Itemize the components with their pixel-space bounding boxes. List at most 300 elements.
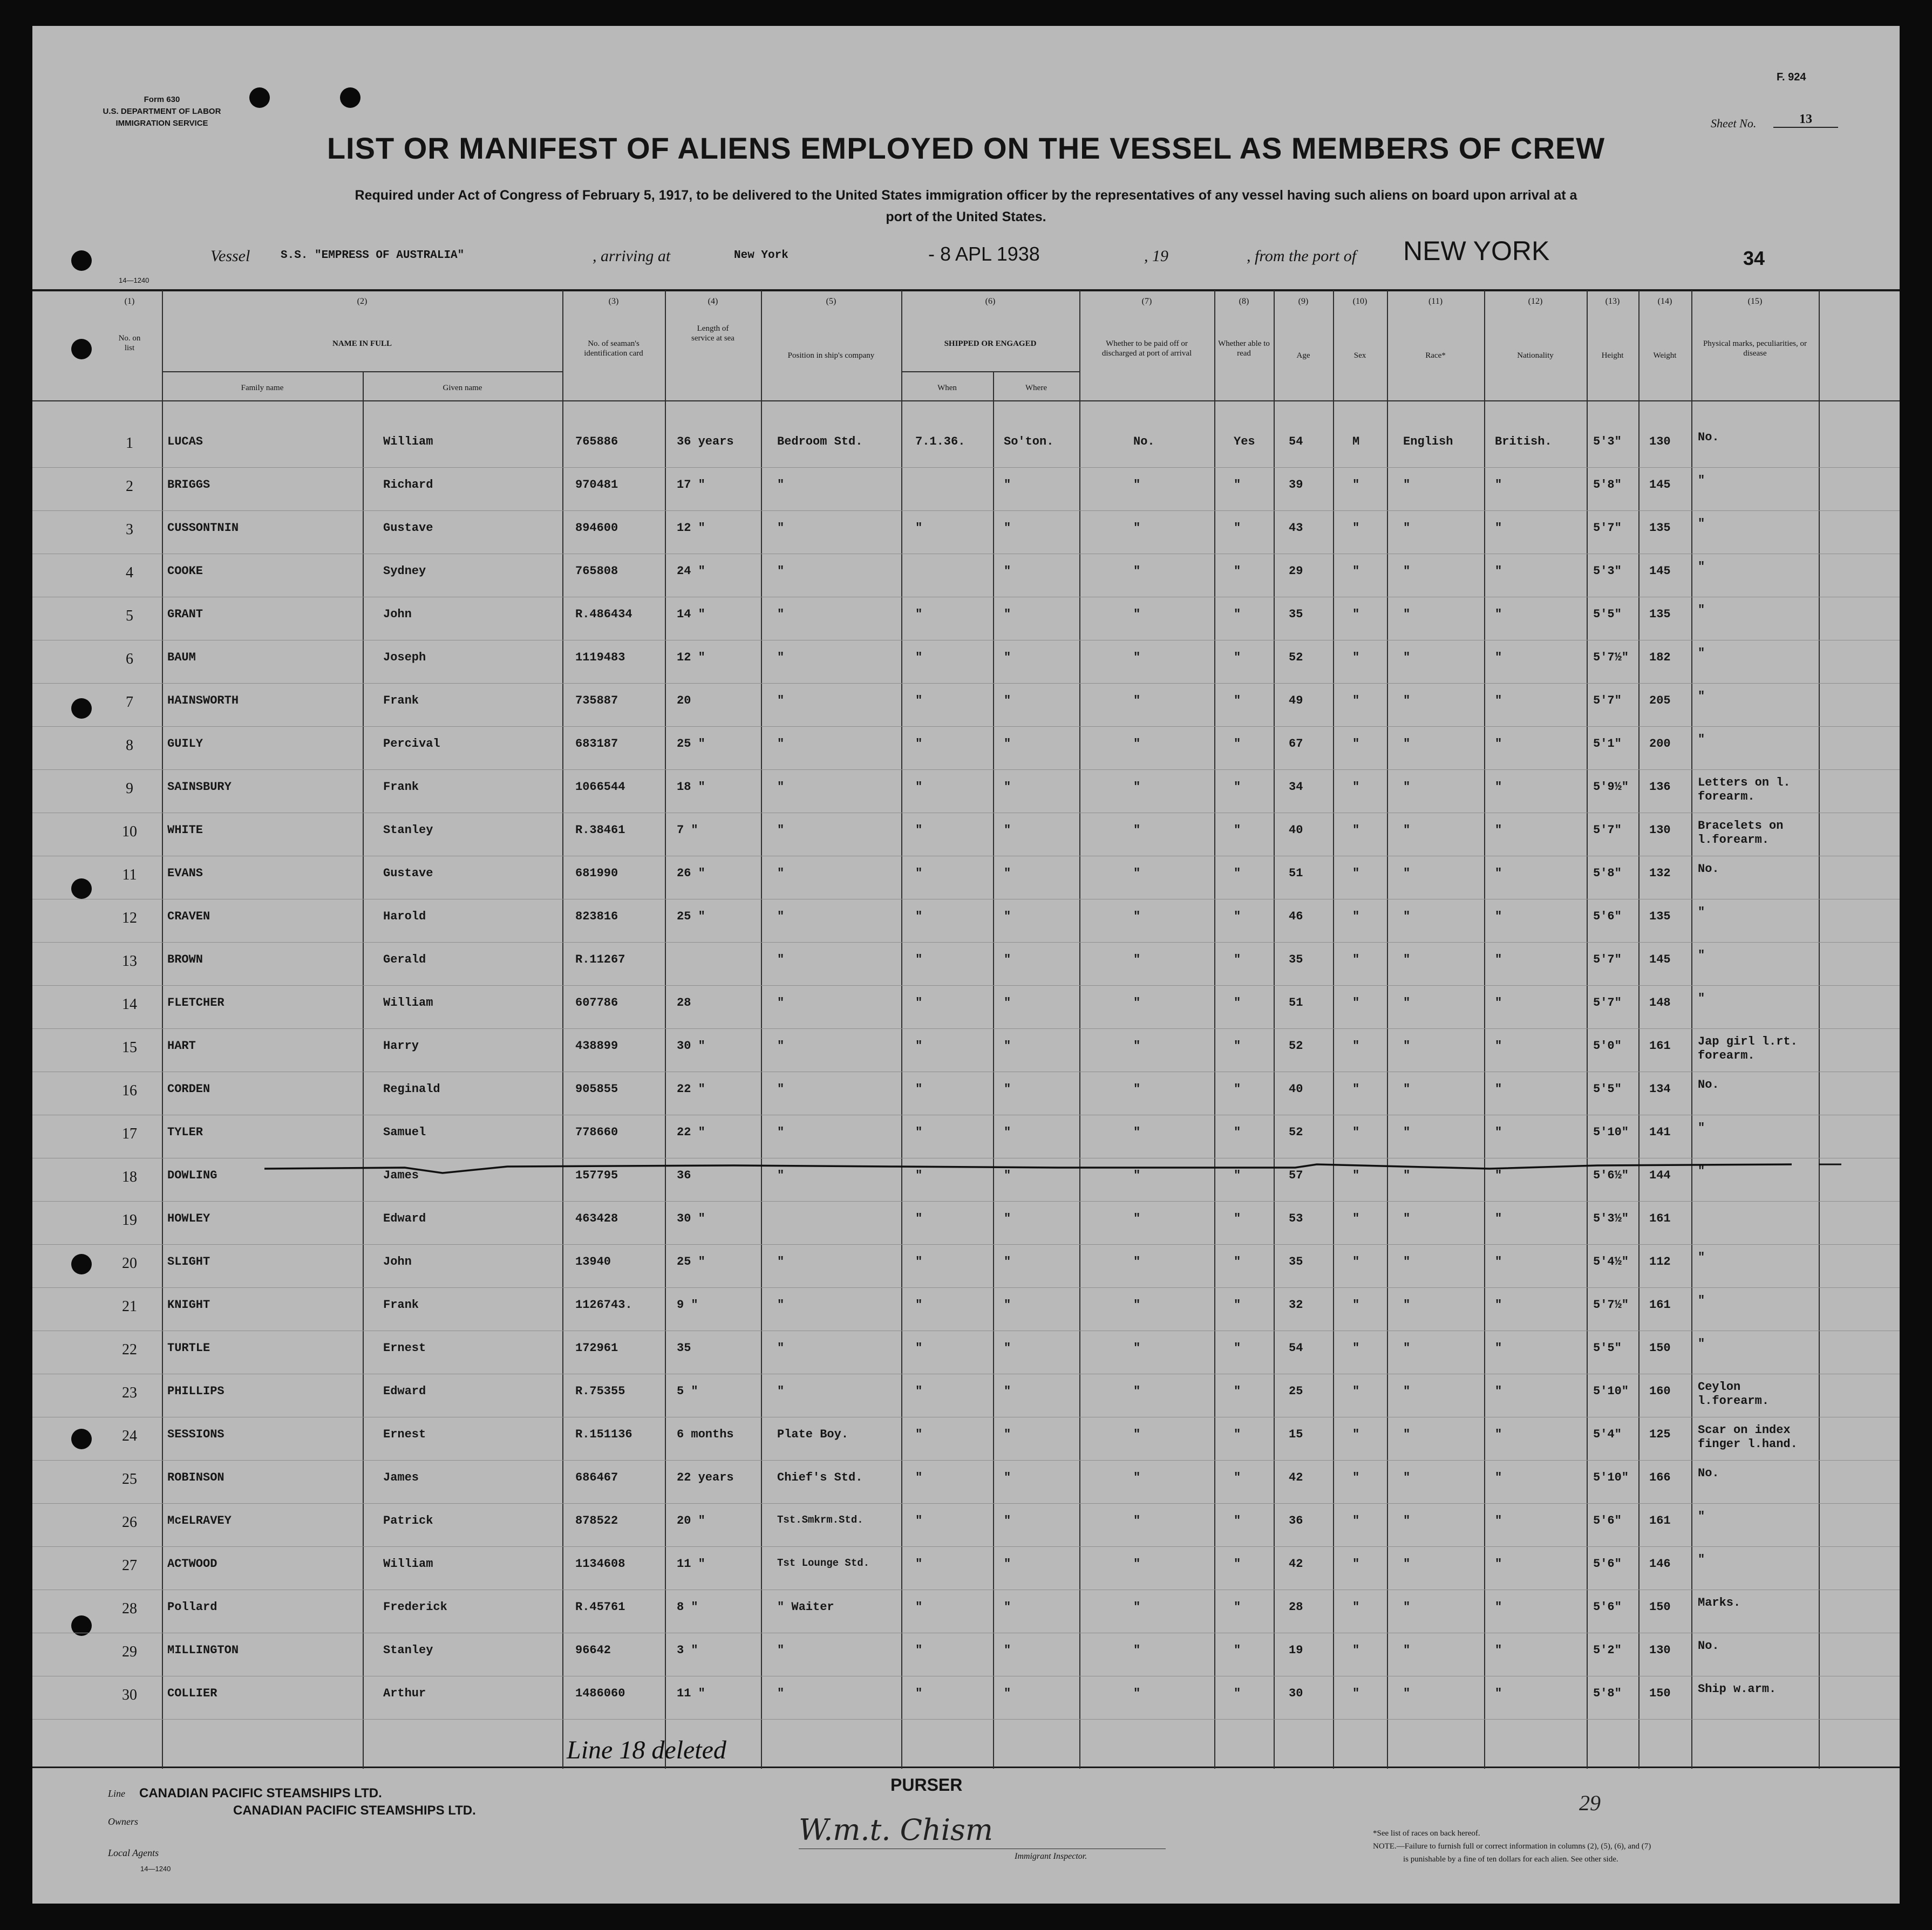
- col-header-weight: Weight: [1653, 351, 1677, 360]
- height-cell: 5'10": [1593, 1385, 1629, 1398]
- col-num-2: (2): [357, 297, 368, 306]
- nationality-cell: ": [1495, 780, 1502, 794]
- col-num-5: (5): [826, 297, 836, 306]
- id-card-cell: 1486060: [575, 1687, 625, 1700]
- row-number-cell: 30: [122, 1687, 137, 1703]
- row-number-cell: 1: [126, 435, 133, 452]
- physical-marks-cell: ": [1698, 1121, 1705, 1135]
- col-header-age: Age: [1296, 351, 1310, 360]
- service-length-cell: 8 ": [677, 1600, 698, 1614]
- family-name-cell: EVANS: [167, 867, 203, 880]
- col-header-name: NAME IN FULL: [332, 339, 392, 348]
- family-name-cell: SAINSBURY: [167, 780, 232, 794]
- able-to-read-cell: ": [1234, 564, 1241, 578]
- given-name-cell: Frank: [383, 1298, 419, 1312]
- service-length-cell: 14 ": [677, 608, 705, 621]
- col-num-11: (11): [1428, 297, 1443, 306]
- given-name-cell: Gustave: [383, 867, 433, 880]
- service-length-cell: 28: [677, 996, 691, 1010]
- height-cell: 5'4": [1593, 1428, 1622, 1441]
- id-card-cell: 735887: [575, 694, 618, 707]
- race-cell: ": [1403, 823, 1411, 837]
- id-card-cell: 1134608: [575, 1557, 625, 1571]
- physical-marks-cell: ": [1698, 1337, 1705, 1351]
- age-cell: 49: [1289, 694, 1303, 707]
- col-header-when: When: [937, 384, 957, 392]
- height-cell: 5'7": [1593, 996, 1622, 1010]
- family-name-cell: CORDEN: [167, 1082, 210, 1096]
- weight-cell: 136: [1649, 780, 1671, 794]
- col-header-read: Whether able to read: [1218, 339, 1270, 358]
- given-name-cell: Percival: [383, 737, 440, 751]
- nationality-cell: British.: [1495, 435, 1552, 448]
- id-card-cell: 878522: [575, 1514, 618, 1527]
- physical-marks-cell: No.: [1698, 1639, 1719, 1653]
- id-card-cell: R.11267: [575, 953, 625, 966]
- nationality-cell: ": [1495, 1428, 1502, 1441]
- sex-cell: M: [1352, 435, 1360, 448]
- family-name-cell: CRAVEN: [167, 910, 210, 923]
- id-card-cell: R.75355: [575, 1385, 625, 1398]
- given-name-cell: John: [383, 608, 412, 621]
- col-header-nationality: Nationality: [1517, 351, 1554, 360]
- given-name-cell: Patrick: [383, 1514, 433, 1527]
- position-cell: Plate Boy.: [777, 1428, 849, 1441]
- height-cell: 5'5": [1593, 1341, 1622, 1355]
- form-code: 14—1240: [119, 276, 149, 284]
- id-card-cell: R.45761: [575, 1600, 625, 1614]
- id-card-cell: 172961: [575, 1341, 618, 1355]
- row-number-cell: 11: [122, 867, 137, 883]
- physical-marks-cell: ": [1698, 474, 1705, 487]
- able-to-read-cell: ": [1234, 1600, 1241, 1614]
- shipped-when-cell: ": [915, 694, 923, 707]
- physical-marks-cell: ": [1698, 992, 1705, 1005]
- family-name-cell: HART: [167, 1039, 196, 1053]
- age-cell: 51: [1289, 996, 1303, 1010]
- shipped-where-cell: ": [1004, 1471, 1011, 1484]
- family-name-cell: ROBINSON: [167, 1471, 225, 1484]
- service-length-cell: 30 ": [677, 1039, 705, 1053]
- age-cell: 52: [1289, 1039, 1303, 1053]
- paid-off-cell: ": [1133, 780, 1141, 794]
- race-cell: ": [1403, 1341, 1411, 1355]
- age-cell: 35: [1289, 608, 1303, 621]
- position-cell: ": [777, 608, 785, 621]
- family-name-cell: GUILY: [167, 737, 203, 751]
- weight-cell: 130: [1649, 823, 1671, 837]
- able-to-read-cell: ": [1234, 823, 1241, 837]
- id-card-cell: R.38461: [575, 823, 625, 837]
- nationality-cell: ": [1495, 996, 1502, 1010]
- weight-cell: 135: [1649, 521, 1671, 535]
- paid-off-cell: ": [1133, 1298, 1141, 1312]
- paid-off-cell: ": [1133, 996, 1141, 1010]
- weight-cell: 112: [1649, 1255, 1671, 1269]
- nationality-cell: ": [1495, 1341, 1502, 1355]
- service-length-cell: 36: [677, 1169, 691, 1182]
- height-cell: 5'0": [1593, 1039, 1622, 1053]
- vessel-value: S.S. "EMPRESS OF AUSTRALIA": [281, 249, 465, 262]
- col-header-position: Position in ship's company: [787, 351, 875, 360]
- id-card-cell: 96642: [575, 1643, 611, 1657]
- department-label: U.S. DEPARTMENT OF LABOR: [103, 107, 221, 116]
- family-name-cell: CUSSONTNIN: [167, 521, 239, 535]
- service-length-cell: 7 ": [677, 823, 698, 837]
- service-length-cell: 24 ": [677, 564, 705, 578]
- id-card-cell: 463428: [575, 1212, 618, 1225]
- id-card-cell: 1119483: [575, 651, 625, 664]
- nationality-cell: ": [1495, 694, 1502, 707]
- row-number-cell: 21: [122, 1298, 137, 1315]
- family-name-cell: WHITE: [167, 823, 203, 837]
- race-cell: ": [1403, 521, 1411, 535]
- shipped-where-cell: ": [1004, 608, 1011, 621]
- col-header-service: Length of service at sea: [691, 324, 734, 343]
- given-name-cell: Ernest: [383, 1341, 426, 1355]
- nationality-cell: ": [1495, 1039, 1502, 1053]
- physical-marks-cell: ": [1698, 733, 1705, 746]
- given-name-cell: John: [383, 1255, 412, 1269]
- position-cell: ": [777, 1341, 785, 1355]
- shipped-where-cell: ": [1004, 867, 1011, 880]
- nationality-cell: ": [1495, 910, 1502, 923]
- position-cell: ": [777, 651, 785, 664]
- physical-marks-cell: Ceylon l.forearm.: [1698, 1380, 1770, 1408]
- id-card-cell: 1066544: [575, 780, 625, 794]
- nationality-cell: ": [1495, 953, 1502, 966]
- family-name-cell: DOWLING: [167, 1169, 217, 1182]
- service-length-cell: 35: [677, 1341, 691, 1355]
- nationality-cell: ": [1495, 1557, 1502, 1571]
- weight-cell: 200: [1649, 737, 1671, 751]
- weight-cell: 182: [1649, 651, 1671, 664]
- nationality-cell: ": [1495, 1514, 1502, 1527]
- position-cell: ": [777, 1169, 785, 1182]
- race-cell: ": [1403, 478, 1411, 492]
- purser-stamp: PURSER: [890, 1775, 963, 1795]
- age-cell: 67: [1289, 737, 1303, 751]
- weight-cell: 125: [1649, 1428, 1671, 1441]
- nationality-cell: ": [1495, 823, 1502, 837]
- given-name-cell: William: [383, 996, 433, 1010]
- age-cell: 43: [1289, 521, 1303, 535]
- race-cell: ": [1403, 780, 1411, 794]
- shipped-when-cell: ": [915, 1557, 923, 1571]
- service-length-cell: 12 ": [677, 651, 705, 664]
- family-name-cell: HOWLEY: [167, 1212, 210, 1225]
- position-cell: ": [777, 1255, 785, 1269]
- race-cell: English: [1403, 435, 1453, 448]
- weight-cell: 134: [1649, 1082, 1671, 1096]
- shipped-where-cell: ": [1004, 1385, 1011, 1398]
- height-cell: 5'5": [1593, 608, 1622, 621]
- nationality-cell: ": [1495, 1126, 1502, 1139]
- nationality-cell: ": [1495, 1082, 1502, 1096]
- race-cell: ": [1403, 1557, 1411, 1571]
- paid-off-cell: ": [1133, 1687, 1141, 1700]
- position-cell: ": [777, 478, 785, 492]
- row-number-cell: 26: [122, 1514, 137, 1531]
- physical-marks-cell: ": [1698, 949, 1705, 962]
- age-cell: 35: [1289, 953, 1303, 966]
- row-number-cell: 27: [122, 1557, 137, 1574]
- height-cell: 5'5": [1593, 1082, 1622, 1096]
- shipped-when-cell: ": [915, 823, 923, 837]
- able-to-read-cell: ": [1234, 1169, 1241, 1182]
- family-name-cell: ACTWOOD: [167, 1557, 217, 1571]
- nationality-cell: ": [1495, 651, 1502, 664]
- given-name-cell: James: [383, 1169, 419, 1182]
- paid-off-cell: ": [1133, 867, 1141, 880]
- shipped-when-cell: ": [915, 1600, 923, 1614]
- age-cell: 54: [1289, 435, 1303, 448]
- service-length-cell: 20 ": [677, 1514, 705, 1527]
- given-name-cell: Reginald: [383, 1082, 440, 1096]
- sex-cell: ": [1352, 1212, 1360, 1225]
- col-num-12: (12): [1528, 297, 1543, 306]
- position-cell: ": [777, 521, 785, 535]
- age-cell: 57: [1289, 1169, 1303, 1182]
- able-to-read-cell: ": [1234, 1126, 1241, 1139]
- handwritten-count: 29: [1579, 1791, 1601, 1815]
- age-cell: 29: [1289, 564, 1303, 578]
- shipped-when-cell: ": [915, 737, 923, 751]
- paid-off-cell: ": [1133, 953, 1141, 966]
- position-cell: ": [777, 1643, 785, 1657]
- age-cell: 51: [1289, 867, 1303, 880]
- weight-cell: 135: [1649, 910, 1671, 923]
- sex-cell: ": [1352, 1255, 1360, 1269]
- height-cell: 5'2": [1593, 1643, 1622, 1657]
- line-value: CANADIAN PACIFIC STEAMSHIPS LTD.: [139, 1786, 382, 1801]
- shipped-where-cell: ": [1004, 1687, 1011, 1700]
- id-card-cell: 607786: [575, 996, 618, 1010]
- shipped-where-cell: ": [1004, 953, 1011, 966]
- family-name-cell: PHILLIPS: [167, 1385, 225, 1398]
- service-length-cell: 22 ": [677, 1082, 705, 1096]
- paid-off-cell: ": [1133, 1557, 1141, 1571]
- shipped-when-cell: ": [915, 1514, 923, 1527]
- given-name-cell: Joseph: [383, 651, 426, 664]
- id-card-cell: 894600: [575, 521, 618, 535]
- height-cell: 5'7": [1593, 823, 1622, 837]
- position-cell: ": [777, 1082, 785, 1096]
- service-length-cell: 11 ": [677, 1557, 705, 1571]
- race-cell: ": [1403, 867, 1411, 880]
- family-name-cell: TYLER: [167, 1126, 203, 1139]
- physical-marks-cell: ": [1698, 560, 1705, 574]
- row-number-cell: 28: [122, 1600, 137, 1617]
- paid-off-cell: No.: [1133, 435, 1155, 448]
- family-name-cell: TURTLE: [167, 1341, 210, 1355]
- shipped-where-cell: ": [1004, 521, 1011, 535]
- service-length-cell: 3 ": [677, 1643, 698, 1657]
- row-number-cell: 7: [126, 694, 133, 711]
- sex-cell: ": [1352, 953, 1360, 966]
- physical-marks-cell: No.: [1698, 1078, 1719, 1092]
- row-number-cell: 17: [122, 1126, 137, 1142]
- age-cell: 15: [1289, 1428, 1303, 1441]
- sex-cell: ": [1352, 564, 1360, 578]
- position-cell: ": [777, 953, 785, 966]
- col-num-1: (1): [124, 297, 135, 306]
- paid-off-cell: ": [1133, 910, 1141, 923]
- height-cell: 5'6": [1593, 1557, 1622, 1571]
- given-name-cell: Samuel: [383, 1126, 426, 1139]
- able-to-read-cell: ": [1234, 651, 1241, 664]
- id-card-cell: 13940: [575, 1255, 611, 1269]
- row-number-cell: 8: [126, 737, 133, 754]
- sex-cell: ": [1352, 1471, 1360, 1484]
- nationality-cell: ": [1495, 478, 1502, 492]
- row-number-cell: 19: [122, 1212, 137, 1229]
- sex-cell: ": [1352, 1600, 1360, 1614]
- subtitle-line-1: Required under Act of Congress of February 5, 1917, to be delivered to the United States immigration officer by the representatives of any vessel having such aliens on board upon arrival at a: [355, 188, 1577, 203]
- weight-cell: 161: [1649, 1212, 1671, 1225]
- weight-cell: 166: [1649, 1471, 1671, 1484]
- manifest-page: [32, 26, 1900, 1904]
- given-name-cell: William: [383, 1557, 433, 1571]
- race-cell: ": [1403, 1687, 1411, 1700]
- height-cell: 5'6": [1593, 1514, 1622, 1527]
- age-cell: 53: [1289, 1212, 1303, 1225]
- service-length-cell: 30 ": [677, 1212, 705, 1225]
- row-number-cell: 23: [122, 1385, 137, 1401]
- shipped-when-cell: ": [915, 953, 923, 966]
- given-name-cell: Frank: [383, 694, 419, 707]
- age-cell: 52: [1289, 1126, 1303, 1139]
- col-header-family: Family name: [241, 384, 284, 392]
- sex-cell: ": [1352, 737, 1360, 751]
- shipped-when-cell: ": [915, 1428, 923, 1441]
- nationality-cell: ": [1495, 867, 1502, 880]
- shipped-where-cell: ": [1004, 1557, 1011, 1571]
- shipped-when-cell: ": [915, 1687, 923, 1700]
- able-to-read-cell: ": [1234, 867, 1241, 880]
- handwritten-annotation: Line 18 deleted: [567, 1736, 726, 1764]
- sex-cell: ": [1352, 1126, 1360, 1139]
- nationality-cell: ": [1495, 1255, 1502, 1269]
- position-cell: ": [777, 910, 785, 923]
- race-cell: ": [1403, 1385, 1411, 1398]
- able-to-read-cell: ": [1234, 478, 1241, 492]
- race-cell: ": [1403, 1039, 1411, 1053]
- col-num-14: (14): [1657, 297, 1672, 306]
- weight-cell: 161: [1649, 1298, 1671, 1312]
- race-cell: ": [1403, 996, 1411, 1010]
- position-cell: ": [777, 564, 785, 578]
- position-cell: ": [777, 1385, 785, 1398]
- from-label: , from the port of: [1247, 247, 1357, 265]
- col-num-13: (13): [1605, 297, 1620, 306]
- shipped-where-cell: ": [1004, 996, 1011, 1010]
- height-cell: 5'7": [1593, 953, 1622, 966]
- nationality-cell: ": [1495, 1169, 1502, 1182]
- shipped-where-cell: ": [1004, 1341, 1011, 1355]
- col-num-6: (6): [985, 297, 996, 306]
- shipped-when-cell: ": [915, 1082, 923, 1096]
- height-cell: 5'3½": [1593, 1212, 1629, 1225]
- shipped-where-cell: So'ton.: [1004, 435, 1054, 448]
- able-to-read-cell: ": [1234, 953, 1241, 966]
- race-cell: ": [1403, 564, 1411, 578]
- shipped-where-cell: ": [1004, 1643, 1011, 1657]
- fine-note-line-2: is punishable by a fine of ten dollars for each alien. See other side.: [1403, 1855, 1618, 1864]
- family-name-cell: BAUM: [167, 651, 196, 664]
- paid-off-cell: ": [1133, 1082, 1141, 1096]
- sex-cell: ": [1352, 910, 1360, 923]
- physical-marks-cell: Scar on index finger l.hand.: [1698, 1423, 1798, 1451]
- paid-off-cell: ": [1133, 694, 1141, 707]
- given-name-cell: Sydney: [383, 564, 426, 578]
- shipped-when-cell: ": [915, 651, 923, 664]
- row-number-cell: 2: [126, 478, 133, 495]
- height-cell: 5'8": [1593, 1687, 1622, 1700]
- service-length-cell: 22 ": [677, 1126, 705, 1139]
- age-cell: 36: [1289, 1514, 1303, 1527]
- form-number: Form 630: [144, 95, 180, 104]
- nationality-cell: ": [1495, 608, 1502, 621]
- shipped-when-cell: ": [915, 1471, 923, 1484]
- date-stamp: - 8 APL 1938: [928, 243, 1040, 265]
- able-to-read-cell: ": [1234, 1557, 1241, 1571]
- position-cell: ": [777, 1687, 785, 1700]
- age-cell: 25: [1289, 1385, 1303, 1398]
- nationality-cell: ": [1495, 1687, 1502, 1700]
- shipped-when-cell: ": [915, 521, 923, 535]
- shipped-when-cell: ": [915, 608, 923, 621]
- id-card-cell: R.151136: [575, 1428, 632, 1441]
- service-length-cell: 11 ": [677, 1687, 705, 1700]
- family-name-cell: GRANT: [167, 608, 203, 621]
- row-number-cell: 13: [122, 953, 137, 970]
- service-length-cell: 36 years: [677, 435, 734, 448]
- race-cell: ": [1403, 1600, 1411, 1614]
- nationality-cell: ": [1495, 1600, 1502, 1614]
- id-card-cell: 157795: [575, 1169, 618, 1182]
- age-cell: 42: [1289, 1557, 1303, 1571]
- position-cell: ": [777, 1298, 785, 1312]
- shipped-where-cell: ": [1004, 564, 1011, 578]
- able-to-read-cell: ": [1234, 1341, 1241, 1355]
- paid-off-cell: ": [1133, 1471, 1141, 1484]
- shipped-when-cell: ": [915, 1341, 923, 1355]
- fine-note-line-1: NOTE.—Failure to furnish full or correct information in columns (2), (5), (6), and (7): [1373, 1842, 1651, 1851]
- height-cell: 5'7½": [1593, 1298, 1629, 1312]
- physical-marks-cell: Bracelets on l.forearm.: [1698, 819, 1784, 847]
- weight-cell: 145: [1649, 478, 1671, 492]
- col-header-shipped: SHIPPED OR ENGAGED: [944, 339, 1037, 348]
- shipped-where-cell: ": [1004, 1212, 1011, 1225]
- given-name-cell: Gerald: [383, 953, 426, 966]
- row-number-cell: 9: [126, 780, 133, 797]
- paid-off-cell: ": [1133, 651, 1141, 664]
- col-num-9: (9): [1298, 297, 1309, 306]
- paid-off-cell: ": [1133, 737, 1141, 751]
- id-card-cell: R.486434: [575, 608, 632, 621]
- weight-cell: 148: [1649, 996, 1671, 1010]
- paid-off-cell: ": [1133, 1385, 1141, 1398]
- physical-marks-cell: ": [1698, 1294, 1705, 1307]
- service-length-cell: 17 ": [677, 478, 705, 492]
- age-cell: 35: [1289, 1255, 1303, 1269]
- id-card-cell: 683187: [575, 737, 618, 751]
- given-name-cell: James: [383, 1471, 419, 1484]
- sex-cell: ": [1352, 1643, 1360, 1657]
- id-card-cell: 778660: [575, 1126, 618, 1139]
- shipped-when-cell: 7.1.36.: [915, 435, 965, 448]
